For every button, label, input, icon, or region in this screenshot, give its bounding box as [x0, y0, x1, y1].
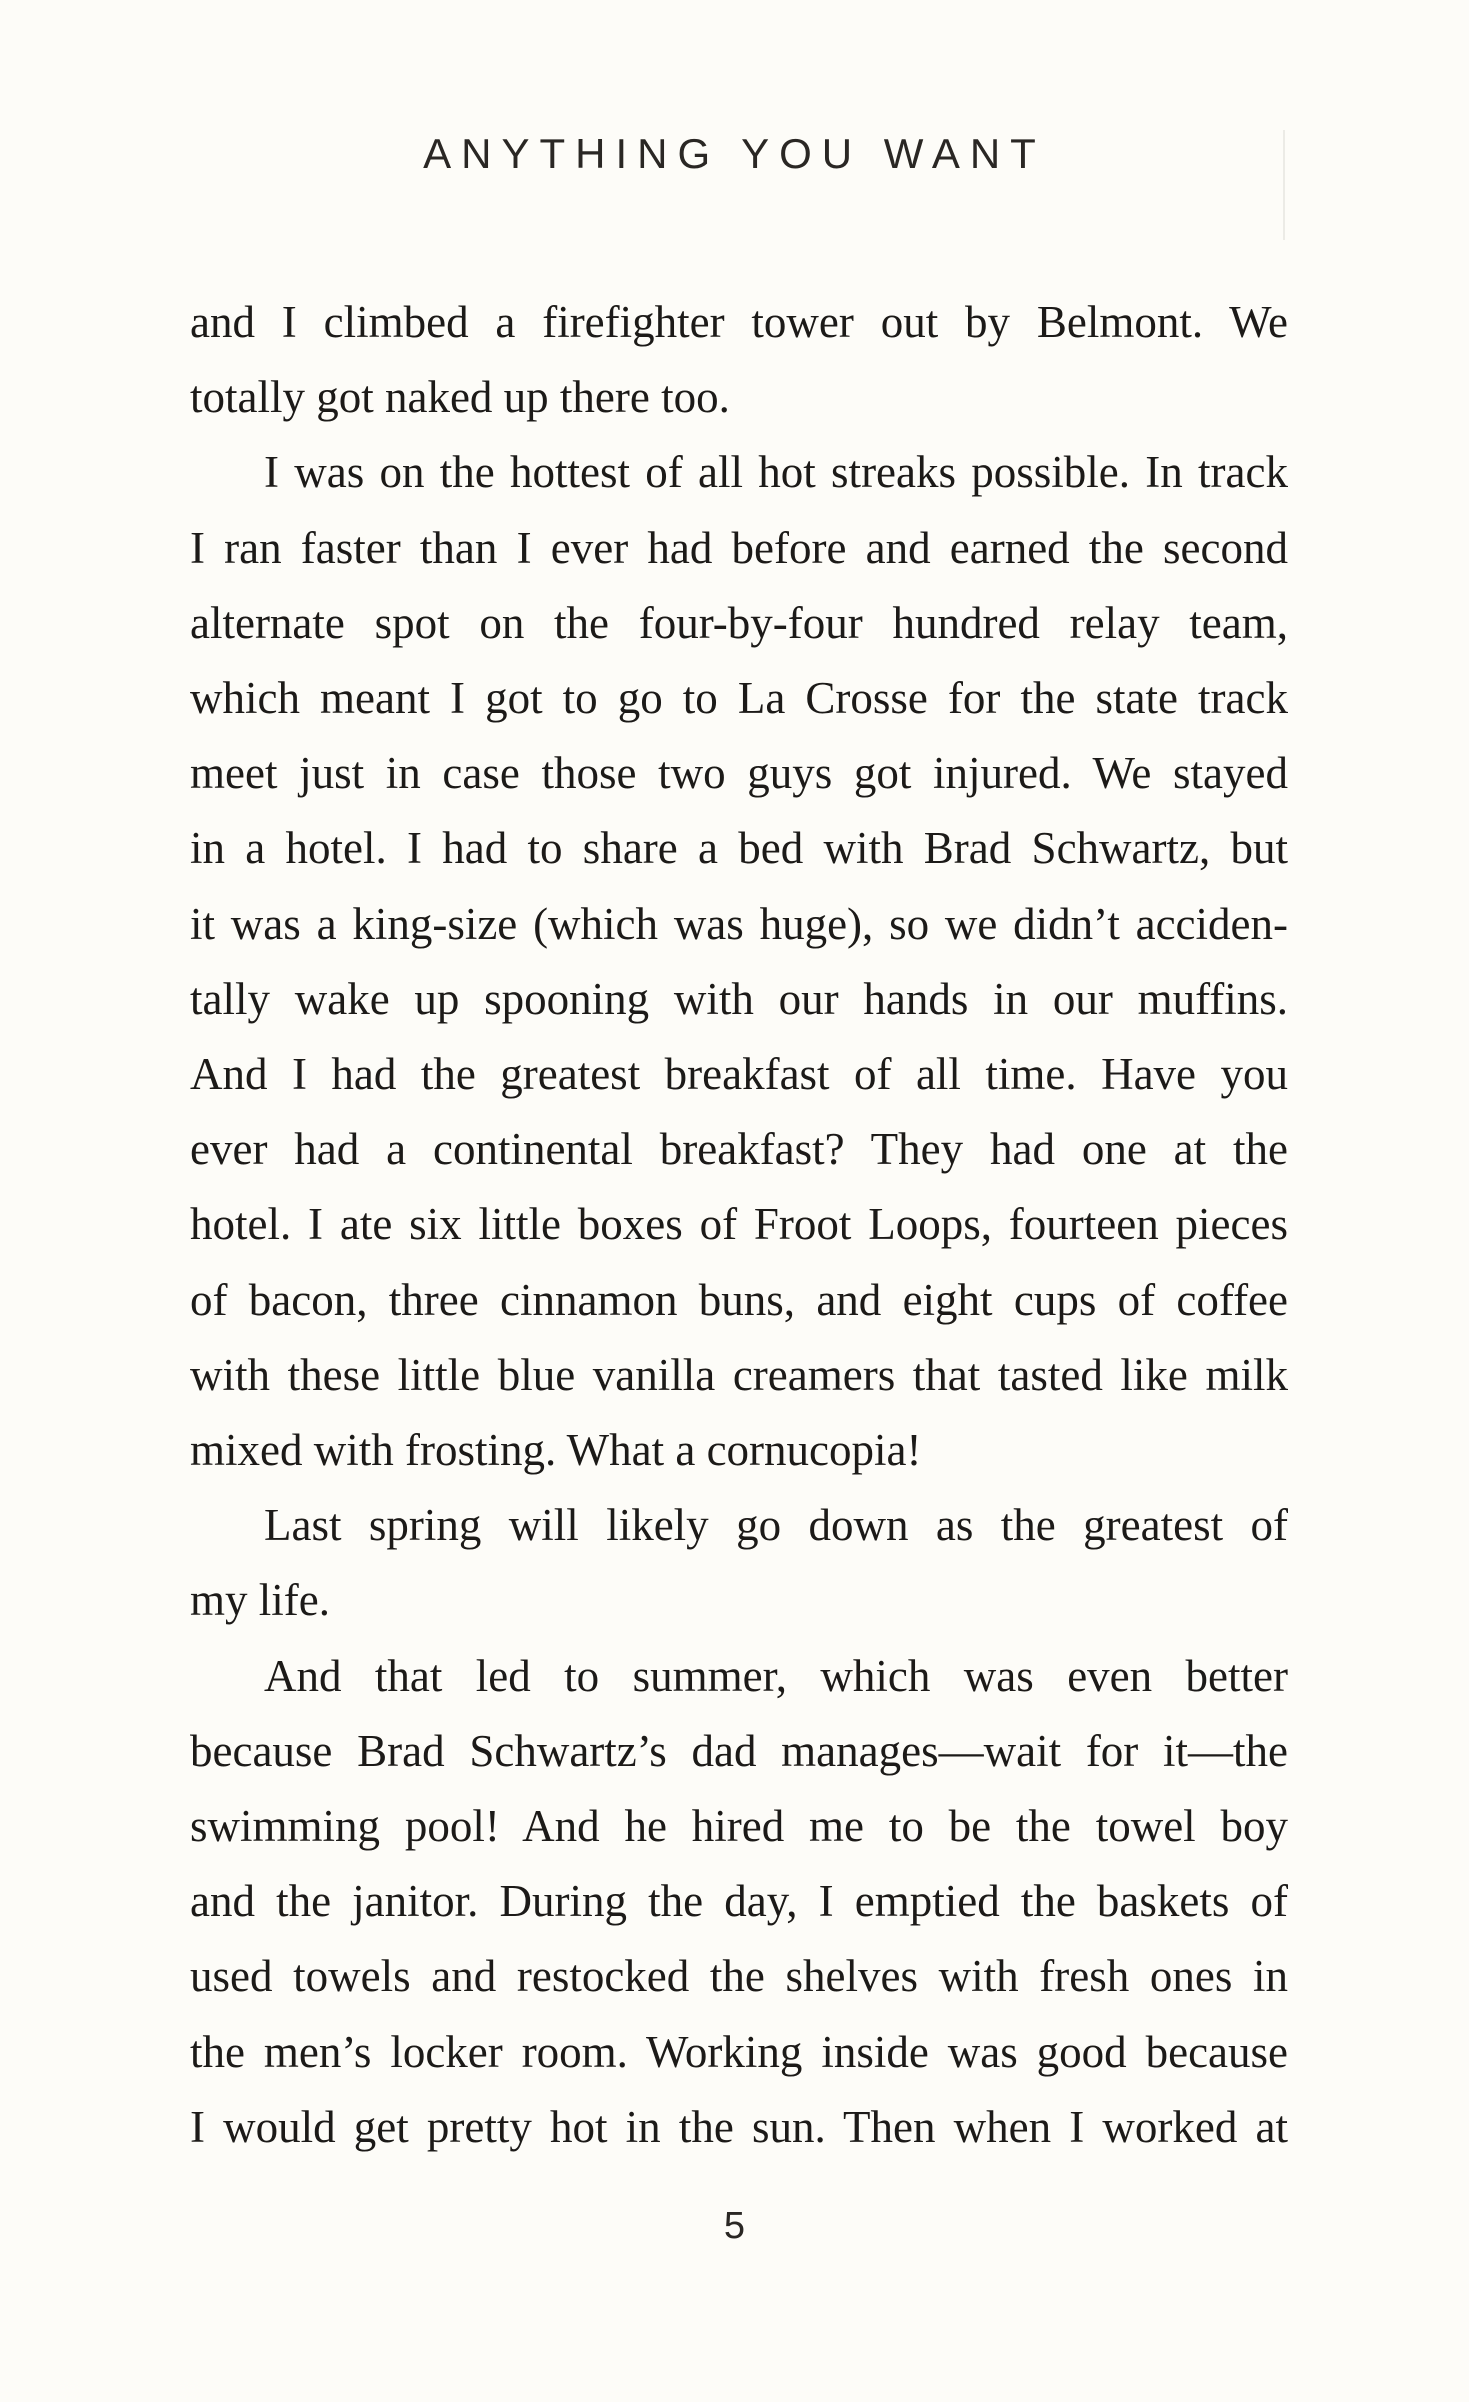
page-number: 5 — [723, 2205, 746, 2247]
text-line: in a hotel. I had to share a bed with Brad Schwartz, but — [190, 823, 1288, 874]
text-line: swimming pool! And he hired me to be the towel boy — [190, 1801, 1288, 1852]
text-line: totally got naked up there too. — [190, 372, 730, 423]
text-line: meet just in case those two guys got injured. We stayed — [190, 748, 1288, 799]
text-line: ever had a continental breakfast? They had one at the — [190, 1124, 1288, 1175]
text-line: of bacon, three cinnamon buns, and eight cups of coffee — [190, 1274, 1288, 1325]
text-line: I ran faster than I ever had before and earned the second — [190, 522, 1288, 573]
text-line: my life. — [190, 1575, 330, 1626]
text-line: and I climbed a firefighter tower out by Belmont. We — [190, 297, 1288, 347]
text-line: I would get pretty hot in the sun. Then when I worked at — [190, 2101, 1288, 2152]
text-line: alternate spot on the four-by-four hundred relay team, — [190, 597, 1288, 648]
body-text — [190, 285, 1288, 2165]
text-line: tally wake up spooning with our hands in our muffins. — [190, 973, 1288, 1024]
text-line: And I had the greatest breakfast of all time. Have you — [190, 1049, 1288, 1100]
text-line: with these little blue vanilla creamers that tasted like milk — [190, 1349, 1288, 1400]
running-head: ANYTHING YOU WANT — [423, 130, 1046, 177]
text-line: and the janitor. During the day, I emptied the baskets of — [190, 1876, 1288, 1927]
text-line: the men’s locker room. Working inside was good because — [190, 2026, 1288, 2077]
text-line: hotel. I ate six little boxes of Froot Loops, fourteen pieces — [190, 1199, 1288, 1250]
text-line: mixed with frosting. What a cornucopia! — [190, 1425, 922, 1476]
text-line: And that led to summer, which was even better — [264, 1650, 1288, 1701]
text-line: it was a king-size (which was huge), so we didn’t acciden- — [190, 898, 1288, 949]
text-line: because Brad Schwartz’s dad manages—wait for it—the — [190, 1725, 1288, 1776]
text-line: used towels and restocked the shelves with fresh ones in — [190, 1951, 1288, 2002]
text-line: I was on the hottest of all hot streaks possible. In track — [264, 447, 1288, 498]
text-line: Last spring will likely go down as the greatest of — [264, 1500, 1288, 1551]
text-line: which meant I got to go to La Crosse for the state track — [190, 673, 1288, 724]
